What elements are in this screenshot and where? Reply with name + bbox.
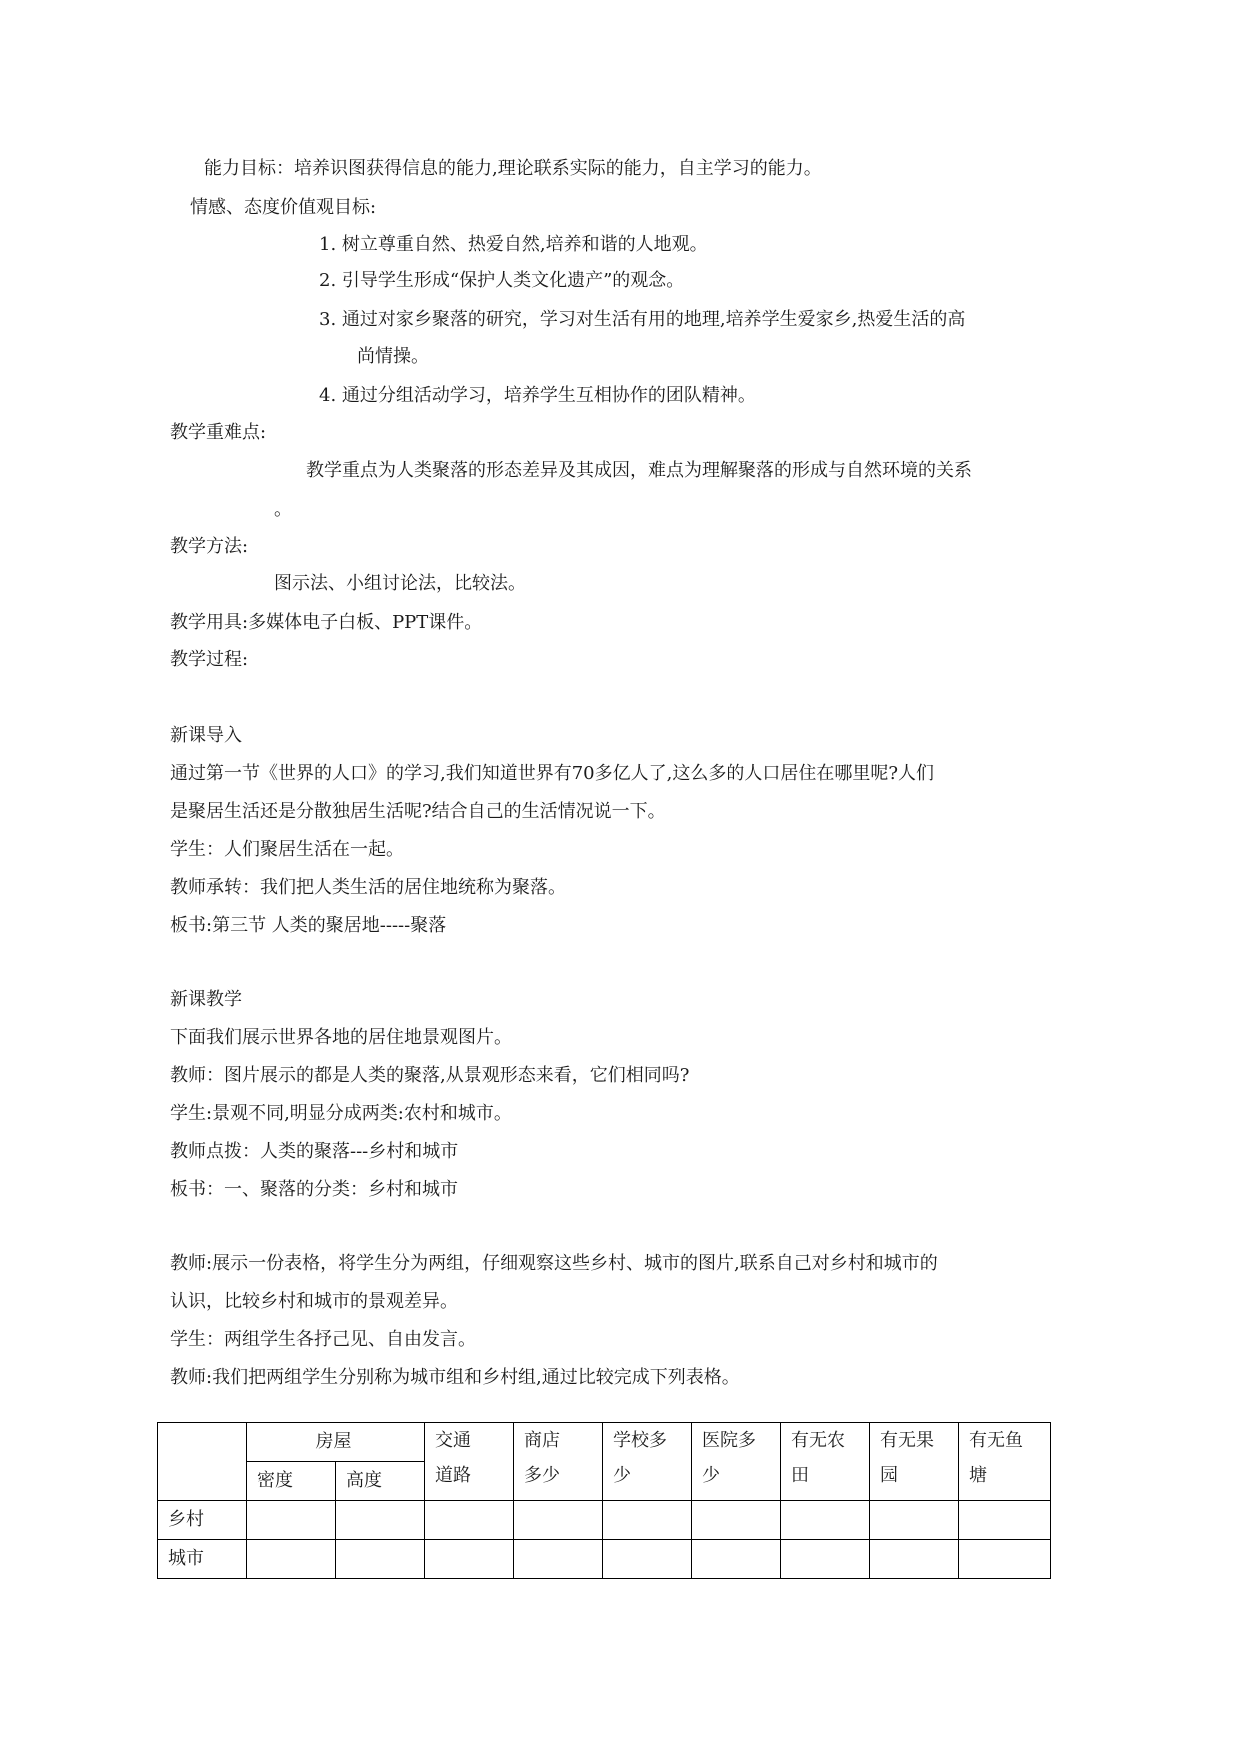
student-reply-3: 学生：两组学生各抒己见、自由发言。 (170, 1329, 476, 1350)
table-cell (692, 1540, 781, 1579)
teacher-question: 教师：图片展示的都是人类的聚落,从景观形态来看，它们相同吗? (170, 1065, 690, 1086)
table-row (158, 1501, 1051, 1540)
key-points-text: 教学重点为人类聚落的形态差异及其成因，难点为理解聚落的形成与自然环境的关系 (306, 460, 972, 481)
teacher-instruction: 教师:我们把两组学生分别称为城市组和乡村组,通过比较完成下列表格。 (170, 1367, 740, 1388)
table-cell (870, 1501, 959, 1540)
teacher-table-intro-1: 教师:展示一份表格，将学生分为两组，仔细观察这些乡村、城市的图片,联系自己对乡村和城市的 (170, 1253, 938, 1274)
table-cell (336, 1501, 425, 1540)
table-cell (247, 1501, 336, 1540)
header-fish-pond: 有无鱼 塘 (959, 1423, 1051, 1501)
goal-item-1: 1. 树立尊重自然、热爱自然,培养和谐的人地观。 (319, 234, 708, 255)
blackboard-title: 板书:第三节 人类的聚居地-----聚落 (170, 915, 447, 936)
ability-goal: 能力目标：培养识图获得信息的能力,理论联系实际的能力，自主学习的能力。 (204, 158, 822, 179)
table-cell (425, 1540, 514, 1579)
intro-text-1: 通过第一节《世界的人口》的学习,我们知道世界有70多亿人了,这么多的人口居住在哪里呢?人们 (170, 763, 934, 784)
header-hospitals: 医院多 少 (692, 1423, 781, 1501)
table-cell (959, 1540, 1051, 1579)
teaching-process-heading: 教学过程: (170, 649, 249, 670)
header-shops: 商店 多少 (514, 1423, 603, 1501)
table-row (158, 1540, 1051, 1579)
table-cell (692, 1501, 781, 1540)
methods-text: 图示法、小组讨论法，比较法。 (274, 573, 526, 594)
goal-item-3-continued: 尚情操。 (357, 346, 429, 367)
goal-item-2: 2. 引导学生形成“保护人类文化遗产”的观念。 (319, 270, 685, 291)
teaching-tools: 教学用具:多媒体电子白板、PPT课件。 (170, 612, 483, 633)
row-label-rural: 乡村 (158, 1501, 247, 1540)
table-cell (603, 1540, 692, 1579)
teacher-hint: 教师点拨：人类的聚落---乡村和城市 (170, 1141, 459, 1162)
header-orchard: 有无果 园 (870, 1423, 959, 1501)
methods-heading: 教学方法: (170, 536, 249, 557)
table-cell (247, 1540, 336, 1579)
header-farmland: 有无农 田 (781, 1423, 870, 1501)
teacher-transition: 教师承转：我们把人类生活的居住地统称为聚落。 (170, 877, 566, 898)
teacher-table-intro-2: 认识，比较乡村和城市的景观差异。 (170, 1291, 458, 1312)
new-lesson-heading: 新课教学 (170, 989, 242, 1010)
table-cell (781, 1540, 870, 1579)
key-points-period: 。 (274, 499, 292, 520)
key-points-heading: 教学重难点: (170, 422, 267, 443)
student-reply-1: 学生：人们聚居生活在一起。 (170, 839, 404, 860)
header-density: 密度 (247, 1462, 336, 1501)
table-cell (336, 1540, 425, 1579)
header-height: 高度 (336, 1462, 425, 1501)
new-lesson-text: 下面我们展示世界各地的居住地景观图片。 (170, 1027, 512, 1048)
table-cell (959, 1501, 1051, 1540)
goal-item-3: 3. 通过对家乡聚落的研究，学习对生活有用的地理,培养学生爱家乡,热爱生活的高 (319, 309, 966, 330)
intro-heading: 新课导入 (170, 725, 242, 746)
table-cell (425, 1501, 514, 1540)
header-traffic: 交通 道路 (425, 1423, 514, 1501)
goal-item-4: 4. 通过分组活动学习，培养学生互相协作的团队精神。 (319, 385, 756, 406)
attitude-goal-heading: 情感、态度价值观目标: (190, 197, 377, 218)
row-label-city: 城市 (158, 1540, 247, 1579)
table-cell (603, 1501, 692, 1540)
blackboard-section: 板书：一、聚落的分类：乡村和城市 (170, 1179, 458, 1200)
header-schools: 学校多 少 (603, 1423, 692, 1501)
table-cell (514, 1501, 603, 1540)
table-cell (870, 1540, 959, 1579)
table-corner-cell (158, 1423, 247, 1501)
table-cell (781, 1501, 870, 1540)
comparison-table (157, 1422, 1051, 1579)
student-reply-2: 学生:景观不同,明显分成两类:农村和城市。 (170, 1103, 512, 1124)
header-housing: 房屋 (247, 1423, 425, 1462)
table-cell (514, 1540, 603, 1579)
intro-text-2: 是聚居生活还是分散独居生活呢?结合自己的生活情况说一下。 (170, 801, 666, 822)
